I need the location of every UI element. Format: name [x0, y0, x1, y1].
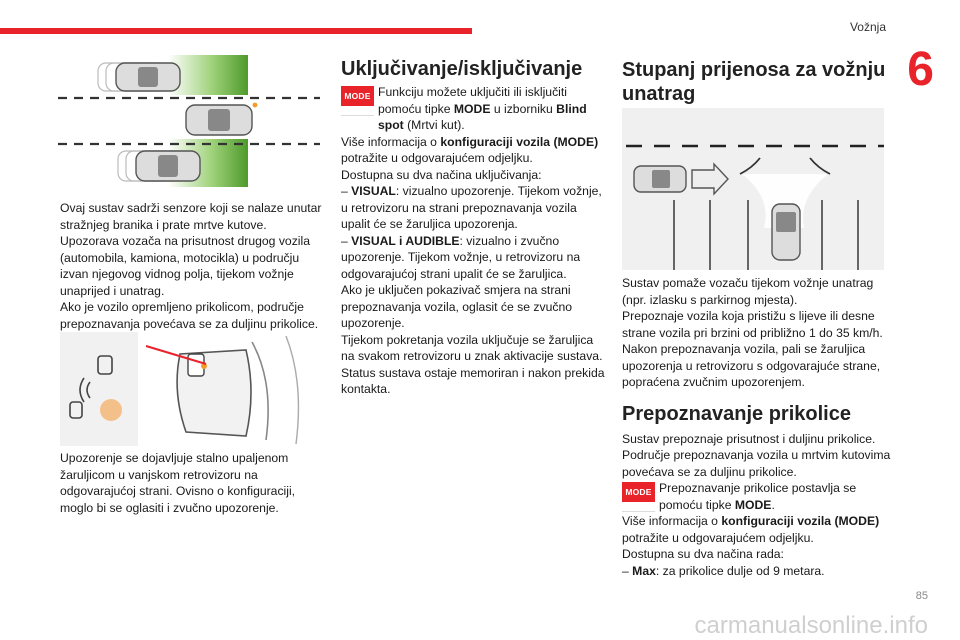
paragraph: Nakon prepoznavanja vozila, pali se žaruljica upozorenja u retrovizoru s odgovarajuće strane, popraćena zvučnim upozorenjem.: [622, 342, 881, 389]
paragraph: Sustav prepoznaje prisutnost i duljinu prikolice.: [622, 431, 876, 446]
key-label: MODE: [734, 497, 772, 512]
section-heading: Uključivanje/isključivanje: [341, 58, 583, 80]
divider: [622, 503, 655, 512]
chapter-number: 6: [907, 43, 934, 96]
paragraph: Više informacija o konfiguraciji vozila (MODE) potražite u odgovarajućem odjeljku.: [341, 134, 599, 165]
list-item: – VISUAL i AUDIBLE: vizualno i zvučno upozorenje. Tijekom vožnje, u retrovizoru na odgovarajućoj strani upalit će se žaruljica.: [341, 233, 581, 281]
paragraph: Ako je uključen pokazivač smjera na strani prepoznavanja vozila, oglasit će se zvučno upozorenje.: [341, 283, 573, 330]
divider: [341, 107, 374, 116]
column-1: [60, 200, 322, 332]
watermark: carmanualsonline.info: [694, 612, 928, 639]
paragraph: Prepoznaje vozila koja pristižu s lijeve ili desne strane vozila pri brzini od približno 1 do 35 km/h.: [622, 309, 883, 340]
mode-button-icon: MODE: [622, 482, 655, 502]
note-text: u izborniku: [490, 101, 557, 116]
section-heading: Stupanj prijenosa za vožnju unatrag: [622, 59, 886, 105]
note-text: (Mrtvi kut).: [403, 118, 465, 132]
blind-spot-diagram: [58, 55, 320, 191]
column-1-bottom: [60, 450, 322, 516]
note-text: .: [771, 497, 775, 512]
key-label: MODE: [453, 101, 491, 116]
list-item: – Max: za prikolice dulje od 9 metara.: [622, 563, 825, 578]
page-number: 85: [915, 590, 928, 602]
list-item: – VISUAL: vizualno upozorenje. Tijekom vožnje, u retrovizoru na strani prepoznavanja vozila upalit će se žaruljica upozorenja.: [341, 184, 602, 231]
mode-note: [622, 480, 892, 513]
paragraph: Upozorava vozača na prisutnost drugog vozila (automobila, kamiona, motocikla) u području izvan njegovog vidnog polja, tijekom vožnje unaprijed i unatrag.: [60, 234, 310, 298]
paragraph: Ovaj sustav sadrži senzore koji se nalaze unutar stražnjeg branika i prate mrtve kutove.: [60, 201, 322, 232]
column-3: [622, 275, 892, 579]
section-title: Vožnja: [849, 20, 886, 34]
paragraph: Više informacija o konfiguraciji vozila (MODE) potražite u odgovarajućem odjeljku.: [622, 514, 880, 545]
paragraph: Status sustava ostaje memoriran i nakon prekida kontakta.: [341, 365, 605, 396]
paragraph: Područje prepoznavanja vozila u mrtvim kutovima povećava se za duljinu prikolice.: [622, 448, 891, 479]
paragraph: Dostupna su dva načina uključivanja:: [341, 167, 542, 182]
note-text: Funkciju možete uključiti ili isključiti pomoću tipke: [378, 85, 567, 116]
header-accent-bar: [0, 28, 472, 34]
note-text: Prepoznavanje prikolice postavlja se pomoću tipke: [659, 481, 857, 512]
mode-note: [341, 84, 605, 134]
mode-button-icon: MODE: [341, 86, 374, 106]
column-2: [341, 58, 605, 398]
reverse-traffic-diagram: [622, 108, 884, 270]
paragraph: Upozorenje se dojavljuje stalno upaljenom žaruljicom u vanjskom retrovizoru na odgovarajućoj strani. Ovisno o konfiguraciji, moglo bi se oglasiti i zvučno upozorenje.: [60, 451, 296, 515]
paragraph: Ako je vozilo opremljeno prikolicom, područje prepoznavanja povećava se za duljinu prikolice.: [60, 300, 319, 331]
paragraph: Sustav pomaže vozaču tijekom vožnje unatrag (npr. izlasku s parkirnog mjesta).: [622, 276, 874, 307]
paragraph: Tijekom pokretanja vozila uključuje se žaruljica na svakom retrovizoru u znak aktivacije sustava.: [341, 332, 603, 363]
menu-label: Blind spot: [378, 101, 587, 132]
mirror-warning-illustration: [60, 332, 310, 446]
paragraph: Dostupna su dva načina rada:: [622, 547, 784, 561]
column-3-top: [622, 58, 892, 106]
section-heading: Prepoznavanje prikolice: [622, 402, 851, 425]
